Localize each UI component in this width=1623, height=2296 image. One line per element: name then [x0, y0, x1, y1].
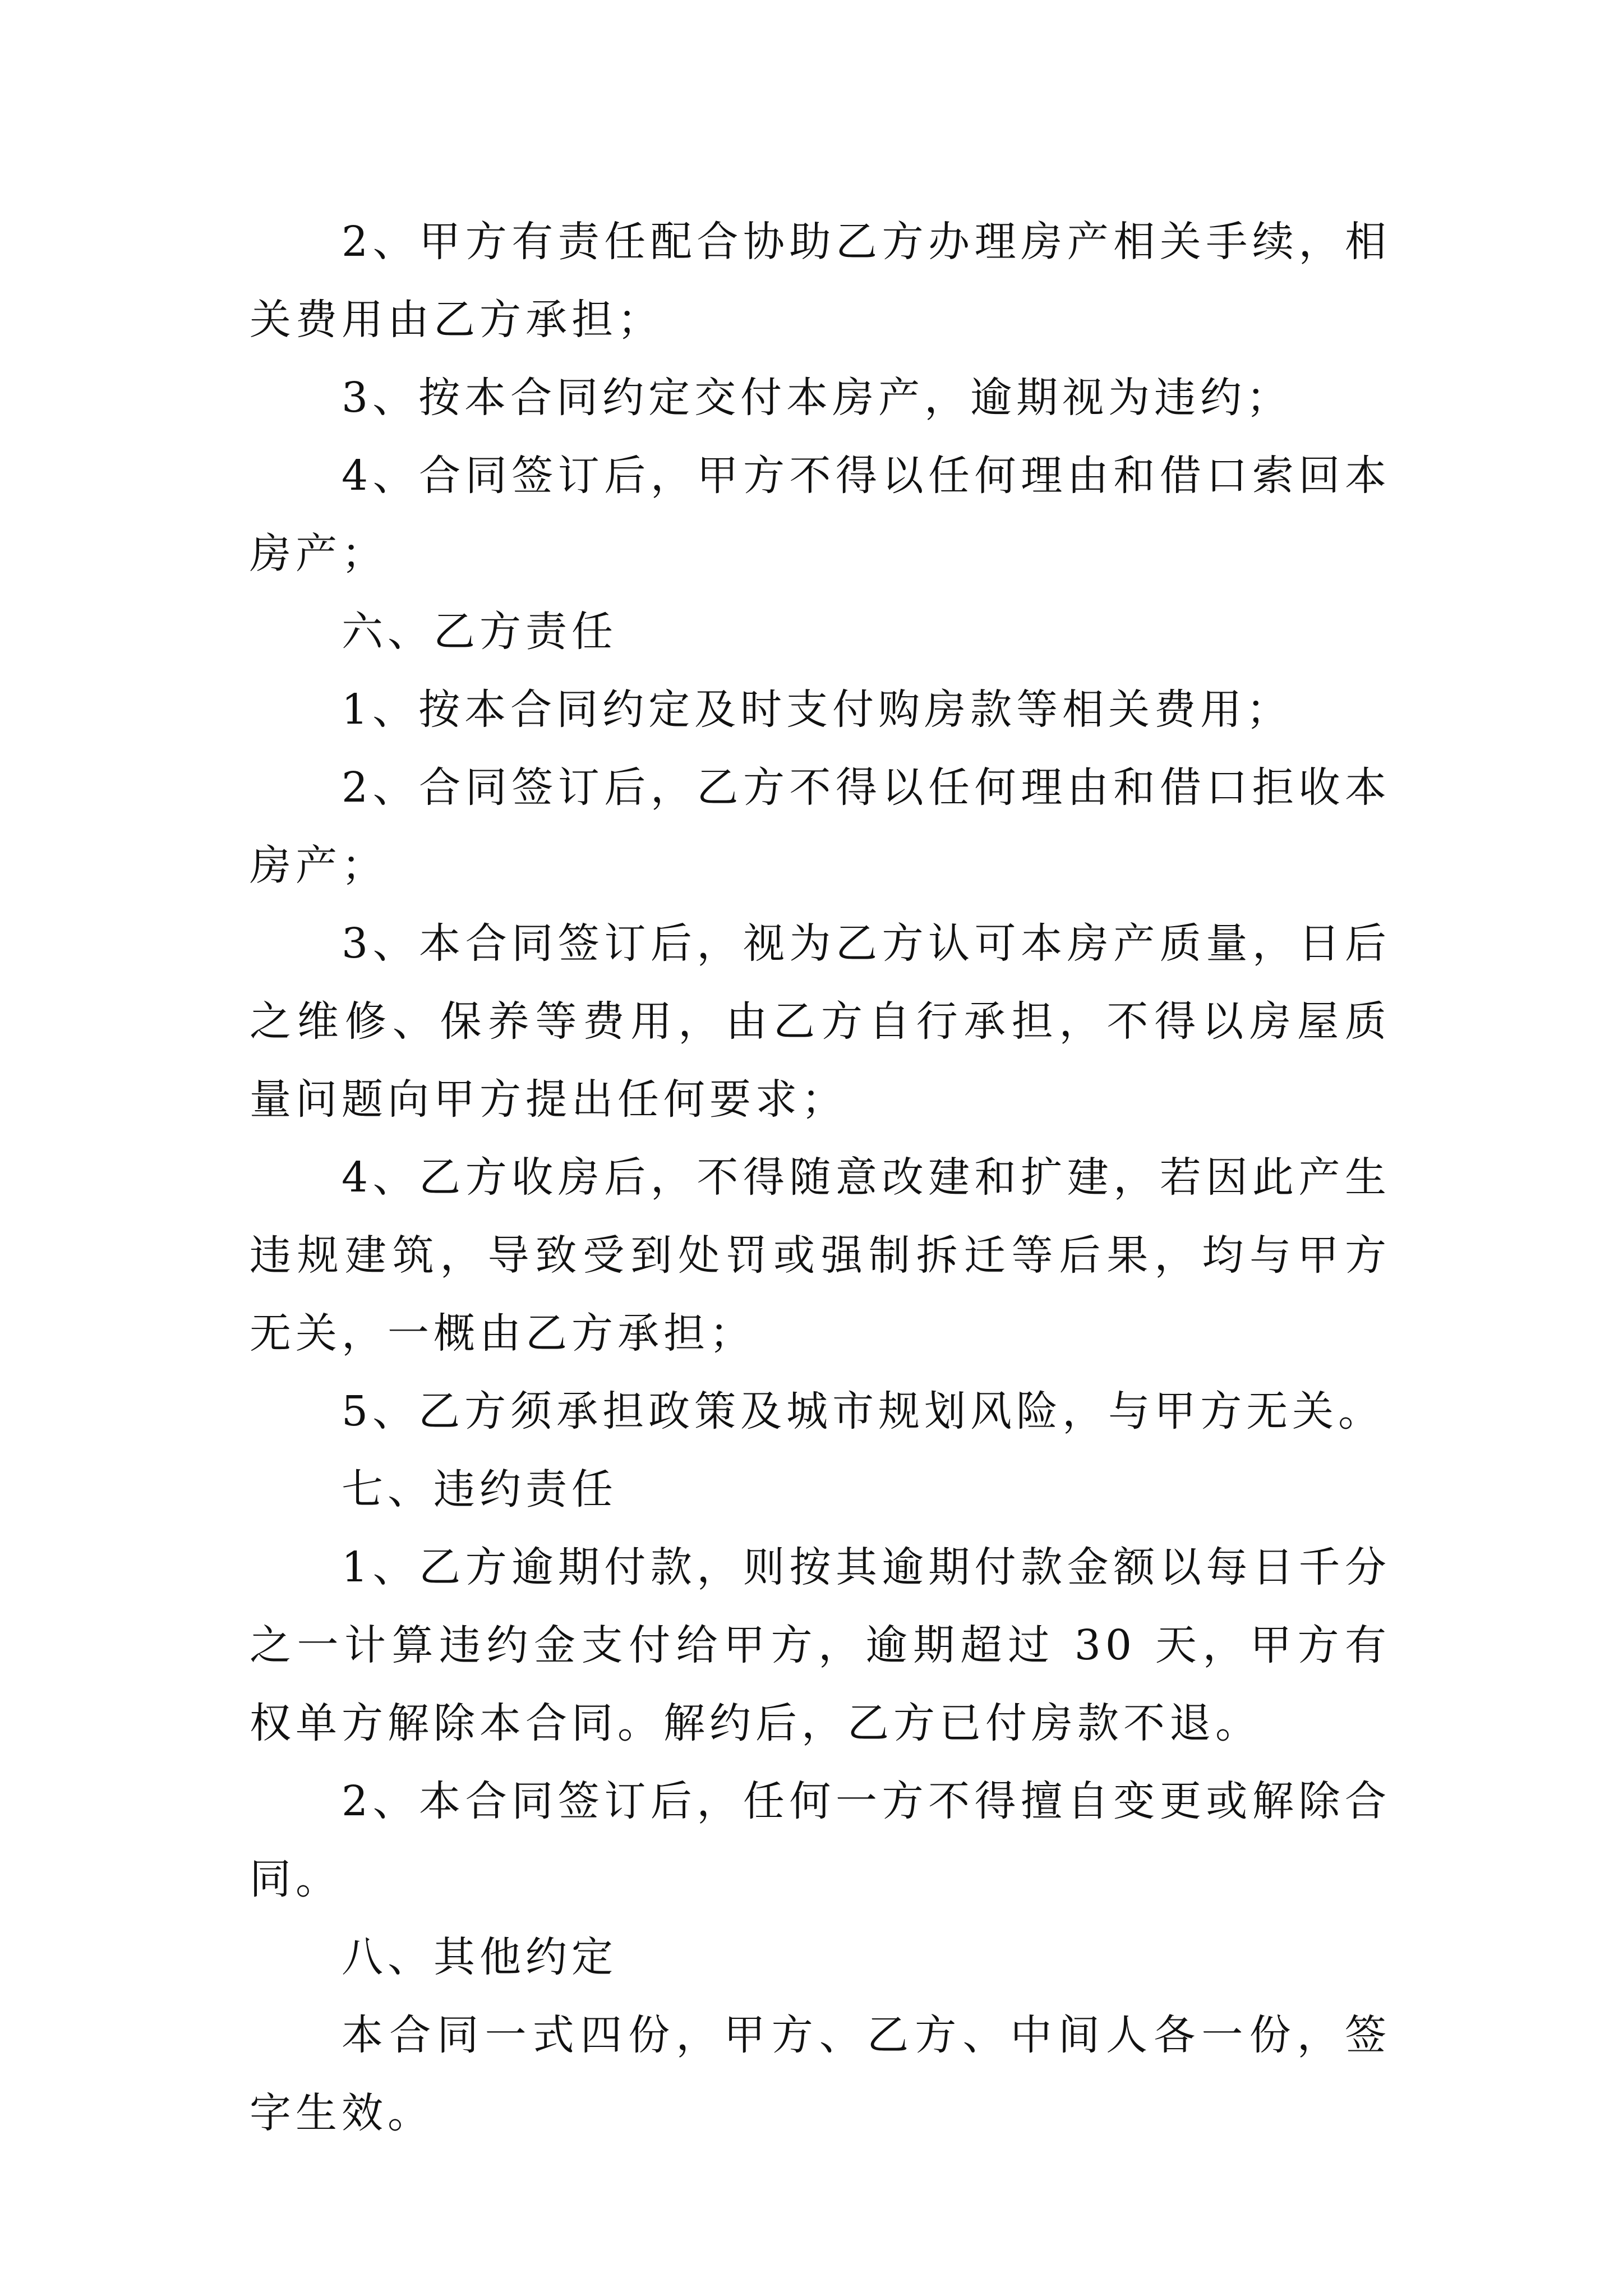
section-heading-other: 八、其他约定: [342, 1933, 617, 1981]
clause-party-b-2: 2、合同签订后，乙方不得以任何理由和借口拒收本房产；: [250, 763, 1391, 890]
clause-party-b-4: 4、乙方收房后，不得随意改建和扩建，若因此产生违规建筑，导致受到处罚或强制拆迁等后果，均与甲方无关，一概由乙方承担；: [250, 1153, 1391, 1358]
clause-party-a-4: 4、合同签订后，甲方不得以任何理由和借口索回本房产；: [250, 452, 1391, 578]
clause-other-1: 本合同一式四份，甲方、乙方、中间人各一份，签字生效。: [250, 2011, 1391, 2137]
clause-breach-1: 1、乙方逾期付款，则按其逾期付款金额以每日千分之一计算违约金支付给甲方，逾期超过 30 天，甲方有权单方解除本合同。解约后，乙方已付房款不退。: [250, 1543, 1391, 1747]
clause-party-b-1: 1、按本合同约定及时支付购房款等相关费用；: [342, 685, 1293, 734]
clause-party-b-3: 3、本合同签订后，视为乙方认可本房产质量，日后之维修、保养等费用，由乙方自行承担，不得以房屋质量问题向甲方提出任何要求；: [250, 919, 1391, 1124]
section-heading-party-b: 六、乙方责任: [342, 608, 617, 656]
section-heading-breach: 七、违约责任: [342, 1465, 617, 1513]
clause-party-b-5: 5、乙方须承担政策及城市规划风险，与甲方无关。: [342, 1387, 1385, 1435]
clause-party-a-2: 2、甲方有责任配合协助乙方办理房产相关手续，相关费用由乙方承担；: [250, 218, 1391, 344]
clause-breach-2: 2、本合同签订后，任何一方不得擅自变更或解除合同。: [250, 1777, 1391, 1903]
contract-body: [250, 203, 1391, 2152]
clause-party-a-3: 3、按本合同约定交付本房产，逾期视为违约；: [342, 374, 1293, 422]
